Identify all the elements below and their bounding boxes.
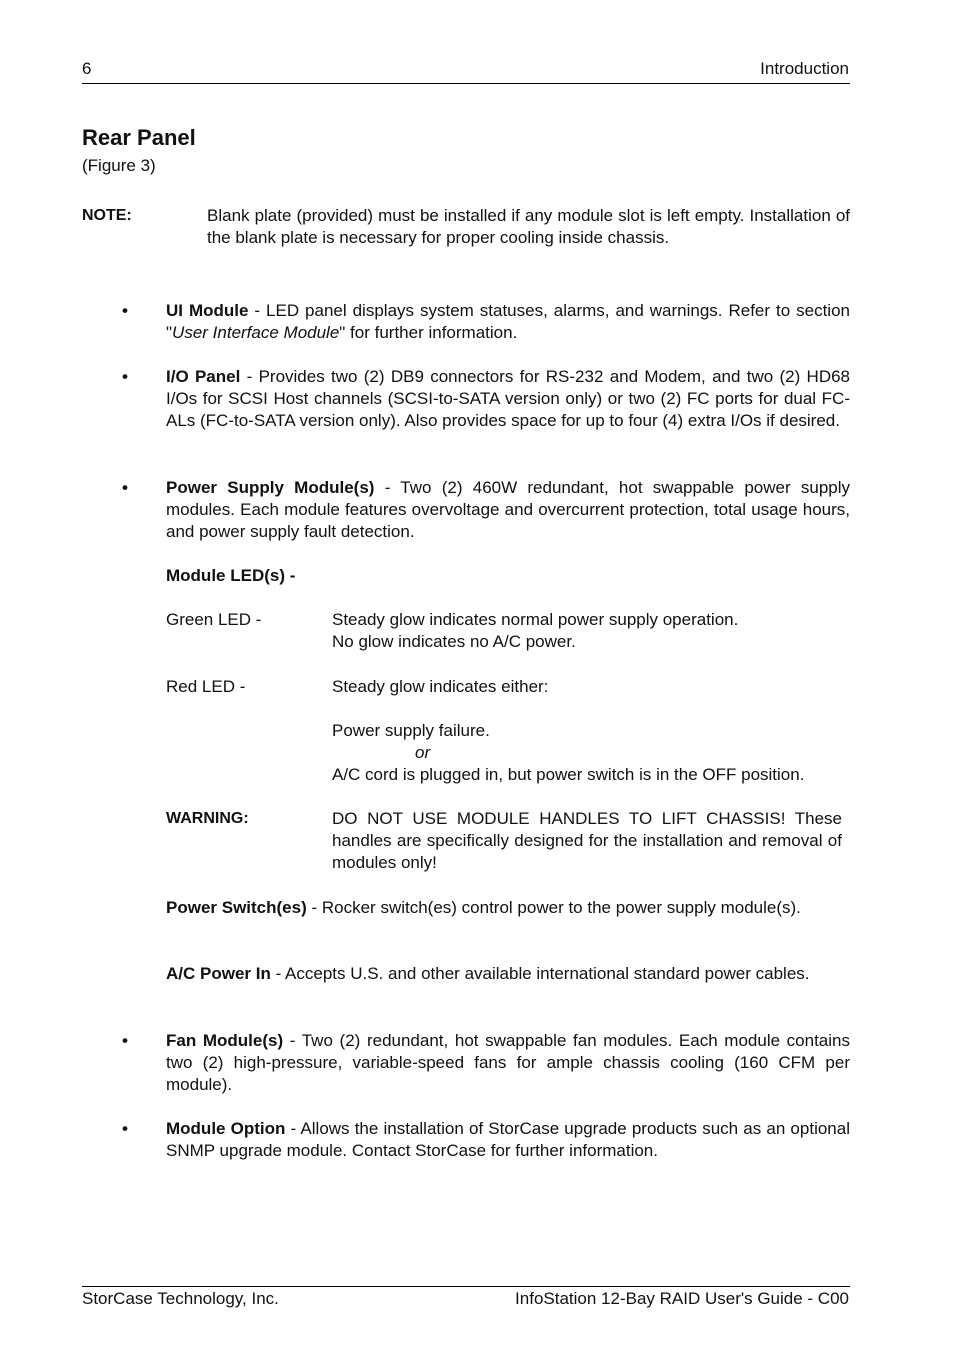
io-panel-desc: - Provides two (2) DB9 connectors for RS-232 and Modem, and two (2) HD68 I/Os for SCSI Host channels (SCSI-to-SATA version only) or two (2) FC ports for dual FC-ALs (FC-to-SATA version only). Also provides space for up to four (4) extra I/Os if desired. [166, 367, 851, 430]
red-led-line-3: A/C cord is plugged in, but power switch is in the OFF position. [332, 765, 805, 784]
module-option-item [166, 1118, 850, 1162]
green-led-label: Green LED - [166, 610, 262, 629]
red-led-label: Red LED - [166, 677, 246, 696]
ui-module-desc-pre: - LED panel displays system statuses, alarms, and warnings. Refer to section " [166, 301, 850, 342]
warning-label: WARNING: [166, 810, 249, 827]
module-option-name: Module Option [166, 1119, 286, 1138]
fan-module-item [166, 1030, 850, 1096]
power-switch-name: Power Switch(es) [166, 898, 307, 917]
footer-guide-title: InfoStation 12-Bay RAID User's Guide - C00 [515, 1289, 849, 1308]
footer-rule [82, 1286, 850, 1287]
bullet-io-panel: • [122, 367, 128, 386]
ac-power-item [166, 963, 850, 985]
ui-module-name: UI Module [166, 301, 249, 320]
ui-module-item [166, 300, 850, 344]
bullet-fan-module: • [122, 1031, 128, 1050]
figure-caption: (Figure 3) [82, 156, 156, 175]
red-led-or: or [415, 743, 431, 762]
power-switch-item [166, 897, 850, 919]
note-label: NOTE: [82, 207, 132, 224]
ac-power-desc: - Accepts U.S. and other available international standard power cables. [270, 964, 810, 983]
power-supply-name: Power Supply Module(s) [166, 478, 375, 497]
section-title: Introduction [760, 59, 849, 78]
green-led-line-1: Steady glow indicates normal power supply operation. [332, 610, 739, 629]
fan-module-desc: - Two (2) redundant, hot swappable fan modules. Each module contains two (2) high-pressure, variable-speed fans for ample chassis cooling (160 CFM per module). [166, 1031, 850, 1094]
module-leds-heading: Module LED(s) - [166, 566, 296, 585]
green-led-line-2: No glow indicates no A/C power. [332, 632, 576, 651]
fan-module-name: Fan Module(s) [166, 1031, 284, 1050]
power-supply-item [166, 477, 850, 543]
header-rule [82, 83, 850, 84]
power-switch-desc: - Rocker switch(es) control power to the power supply module(s). [306, 898, 801, 917]
power-supply-desc: - Two (2) 460W redundant, hot swappable power supply modules. Each module features overvoltage and overcurrent protection, total usage hours, and power supply fault detection. [166, 478, 851, 541]
ui-module-link-text: User Interface Module [172, 323, 340, 342]
red-led-line-2: Power supply failure. [332, 721, 490, 740]
bullet-ui-module: • [122, 301, 128, 320]
ac-power-name: A/C Power In [166, 964, 271, 983]
page-number: 6 [82, 59, 92, 78]
ui-module-desc-post: " for further information. [339, 323, 518, 342]
warning-text: DO NOT USE MODULE HANDLES TO LIFT CHASSIS! These handles are specifically designed for the installation and removal of modules only! [332, 809, 842, 872]
red-led-line-1: Steady glow indicates either: [332, 677, 549, 696]
bullet-power-supply: • [122, 478, 128, 497]
module-option-desc: - Allows the installation of StorCase upgrade products such as an optional SNMP upgrade module. Contact StorCase for further information. [166, 1119, 850, 1160]
io-panel-name: I/O Panel [166, 367, 241, 386]
note-text: Blank plate (provided) must be installed if any module slot is left empty. Installation of the blank plate is necessary for proper cooling inside chassis. [207, 206, 850, 247]
bullet-module-option: • [122, 1119, 128, 1138]
page-title: Rear Panel [82, 125, 196, 150]
io-panel-item [166, 366, 850, 432]
footer-company: StorCase Technology, Inc. [82, 1289, 279, 1308]
